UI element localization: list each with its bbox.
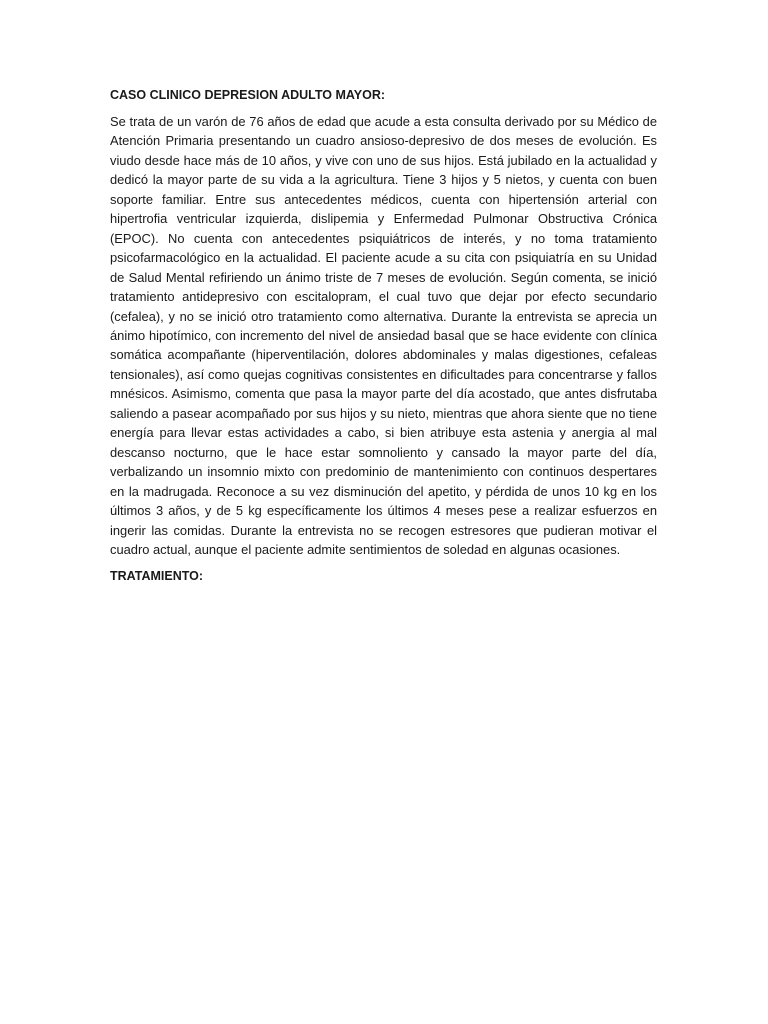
document-content	[110, 86, 657, 586]
case-description-paragraph: Se trata de un varón de 76 años de edad que acude a esta consulta derivado por su Médico de Atención Primaria presentando un cuadro ansioso-depresivo de dos meses de evolución. Es viudo desde hace más de 10 años, y vive con uno de sus hijos. Está jubilado en la actualidad y dedicó la mayor parte de su vida a la agricultura. Tiene 3 hijos y 5 nietos, y cuenta con buen soporte familiar. Entre sus antecedentes médicos, cuenta con hipertensión arterial con hipertrofia ventricular izquierda, dislipemia y Enfermedad Pulmonar Obstructiva Crónica (EPOC). No cuenta con antecedentes psiquiátricos de interés, y no toma tratamiento psicofarmacológico en la actualidad. El paciente acude a su cita con psiquiatría en su Unidad de Salud Mental refiriendo un ánimo triste de 7 meses de evolución. Según comenta, se inició tratamiento antidepresivo con escitalopram, el cual tuvo que dejar por efecto secundario (cefalea), y no se inició otro tratamiento como alternativa. Durante la entrevista se aprecia un ánimo hipotímico, con incremento del nivel de ansiedad basal que se hace evidente con clínica somática acompañante (hiperventilación, dolores abdominales y malas digestiones, cefaleas tensionales), así como quejas cognitivas consistentes en dificultades para concentrarse y fallos mnésicos. Asimismo, comenta que pasa la mayor parte del día acostado, que antes disfrutaba saliendo a pasear acompañado por sus hijos y su nieto, mientras que ahora siente que no tiene energía para llevar estas actividades a cabo, si bien atribuye esta astenia y anergia al mal descanso nocturno, que le hace estar somnoliento y cansado la mayor parte del día, verbalizando un insomnio mixto con predominio de mantenimiento con continuos despertares en la madrugada. Reconoce a su vez disminución del apetito, y pérdida de unos 10 kg en los últimos 3 años, y de 5 kg específicamente los últimos 4 meses pese a realizar esfuerzos en ingerir las comidas. Durante la entrevista no se recogen estresores que pudieran motivar el cuadro actual, aunque el paciente admite sentimientos de soledad en algunas ocasiones.	[110, 114, 657, 557]
treatment-heading: TRATAMIENTO:	[110, 569, 204, 584]
document-title: CASO CLINICO DEPRESION ADULTO MAYOR:	[110, 88, 386, 102]
